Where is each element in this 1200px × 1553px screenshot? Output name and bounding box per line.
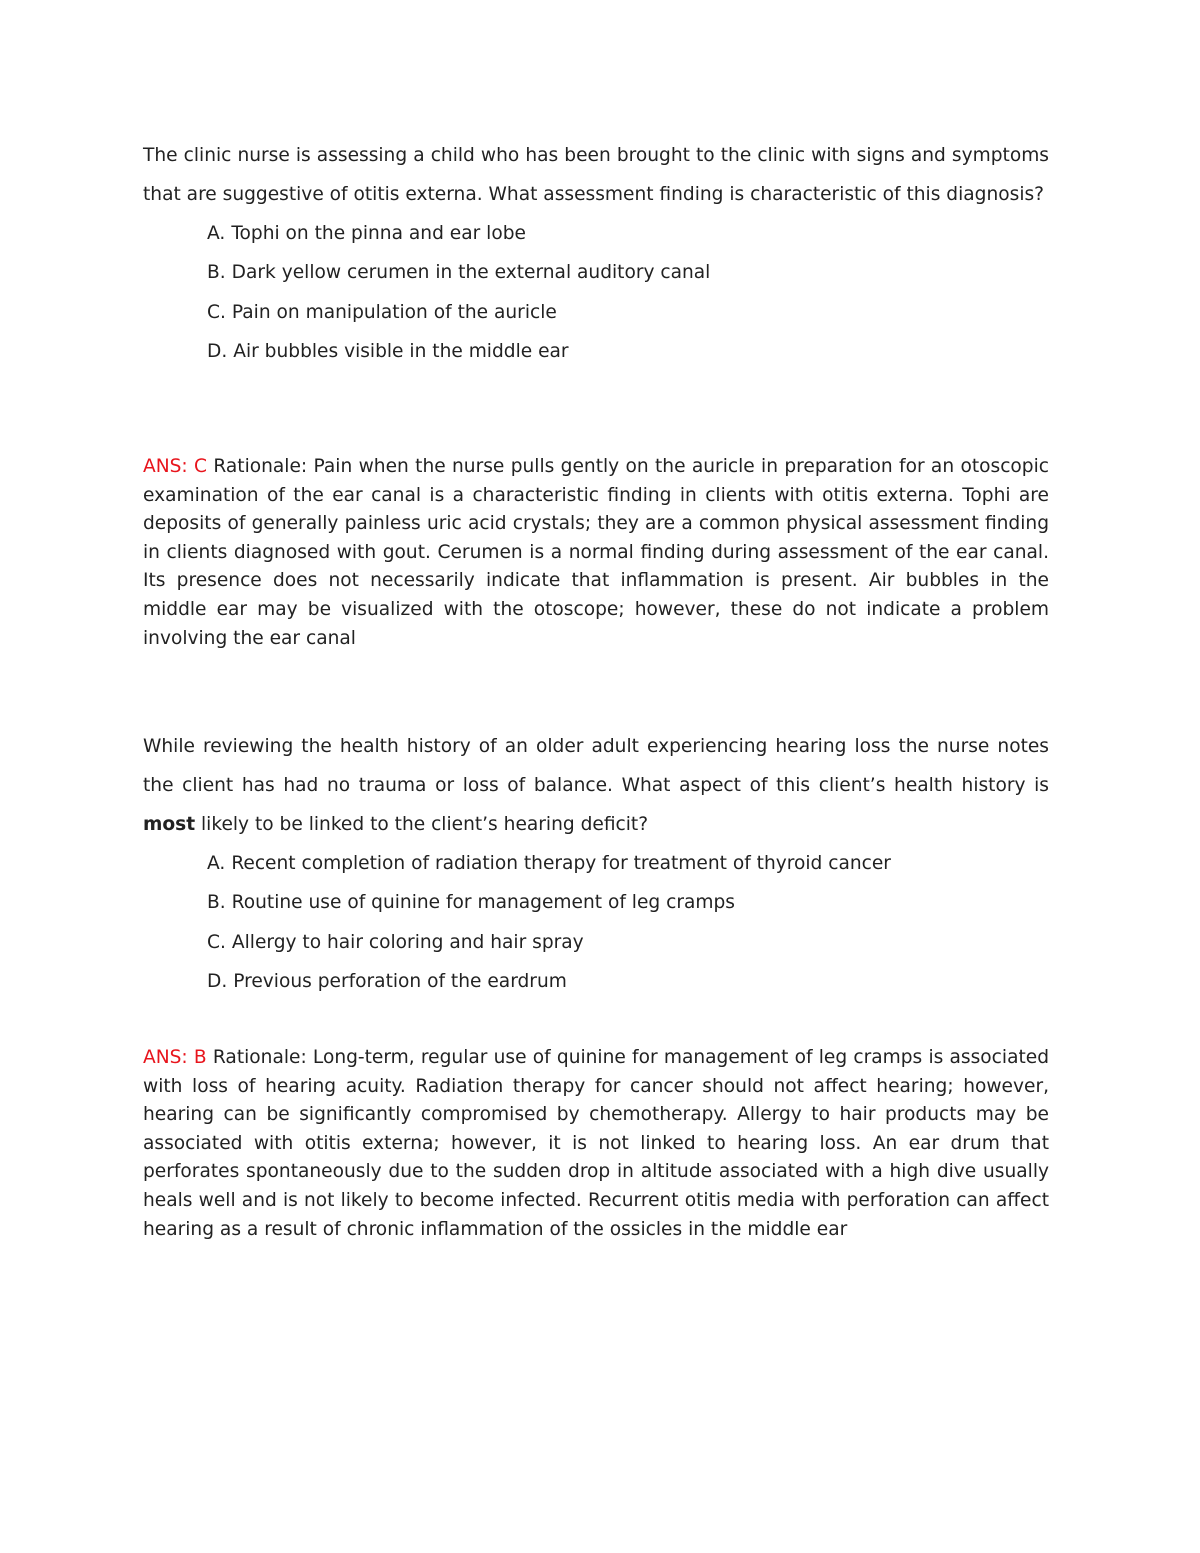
option-text: Previous perforation of the eardrum — [233, 970, 567, 992]
answer-1 — [143, 453, 1049, 653]
rationale — [143, 453, 1049, 653]
option-text: Allergy to hair coloring and hair spray — [231, 931, 584, 953]
option-text: Dark yellow cerumen in the external auditory canal — [231, 262, 711, 284]
answer-key: ANS: B — [143, 1047, 207, 1068]
option-letter: B. — [207, 892, 226, 914]
question-stem: The clinic nurse is assessing a child who has been brought to the clinic with signs and symptoms that are suggestive of otitis externa. What assessment finding is characteristic of this diagnosis? — [143, 145, 1049, 205]
stem-text: While reviewing the health history of an older adult experiencing hearing loss the nurse notes the client has had no trauma or loss of balance. What aspect of this client’s health history is — [143, 736, 1049, 796]
option-d — [207, 332, 1049, 371]
rationale-text: Rationale: Long-term, regular use of quinine for management of leg cramps is associated with loss of hearing acuity. Radiation therapy for cancer should not affect hearing; however, hearing can be significantly compromised by chemotherapy. Allergy to hair products may be associated with otitis externa; however, it is not linked to hearing loss. An ear drum that perforates spontaneously due to the sudden drop in altitude associated with a high dive usually heals well and is not likely to become infected. Recurrent otitis media with perforation can affect hearing as a result of chronic inflammation of the ossicles in the middle ear — [143, 1047, 1050, 1240]
rationale — [143, 1044, 1049, 1244]
option-text: Air bubbles visible in the middle ear — [233, 340, 569, 362]
option-a — [207, 844, 1049, 883]
stem-emphasis: most — [143, 814, 196, 835]
answer-options — [143, 214, 1049, 371]
option-letter: C. — [207, 301, 226, 323]
option-c — [207, 293, 1049, 332]
option-b — [207, 253, 1049, 292]
question-1 — [143, 136, 1049, 371]
answer-options — [143, 844, 1049, 1001]
option-text: Recent completion of radiation therapy for treatment of thyroid cancer — [231, 853, 891, 874]
option-c — [207, 923, 1049, 962]
option-letter: A. — [207, 853, 226, 874]
answer-2 — [143, 1044, 1049, 1244]
option-b — [207, 883, 1049, 922]
answer-key: ANS: C — [143, 456, 208, 477]
option-letter: D. — [207, 970, 228, 992]
stem-text: likely to be linked to the client’s hearing deficit? — [195, 814, 649, 835]
option-letter: B. — [207, 262, 226, 284]
option-a — [207, 214, 1049, 253]
option-letter: C. — [207, 931, 226, 953]
option-d — [207, 962, 1049, 1001]
question-2 — [143, 727, 1049, 1001]
option-text: Pain on manipulation of the auricle — [231, 301, 557, 323]
option-text: Routine use of quinine for management of leg cramps — [231, 892, 735, 914]
option-letter: D. — [207, 340, 228, 362]
question-stem — [143, 727, 1049, 844]
option-text: Tophi on the pinna and ear lobe — [231, 223, 526, 244]
option-letter: A. — [207, 223, 226, 244]
rationale-text: Rationale: Pain when the nurse pulls gently on the auricle in preparation for an otoscopic examination of the ear canal is a characteristic finding in clients with otitis externa. Tophi are deposits of generally painless uric acid crystals; they are a common physical assessment finding in clients diagnosed with gout. Cerumen is a normal finding during assessment of the ear canal. Its presence does not necessarily indicate that inflammation is present. Air bubbles in the middle ear may be visualized with the otoscope; however, these do not indicate a problem involving the ear canal — [143, 456, 1049, 649]
